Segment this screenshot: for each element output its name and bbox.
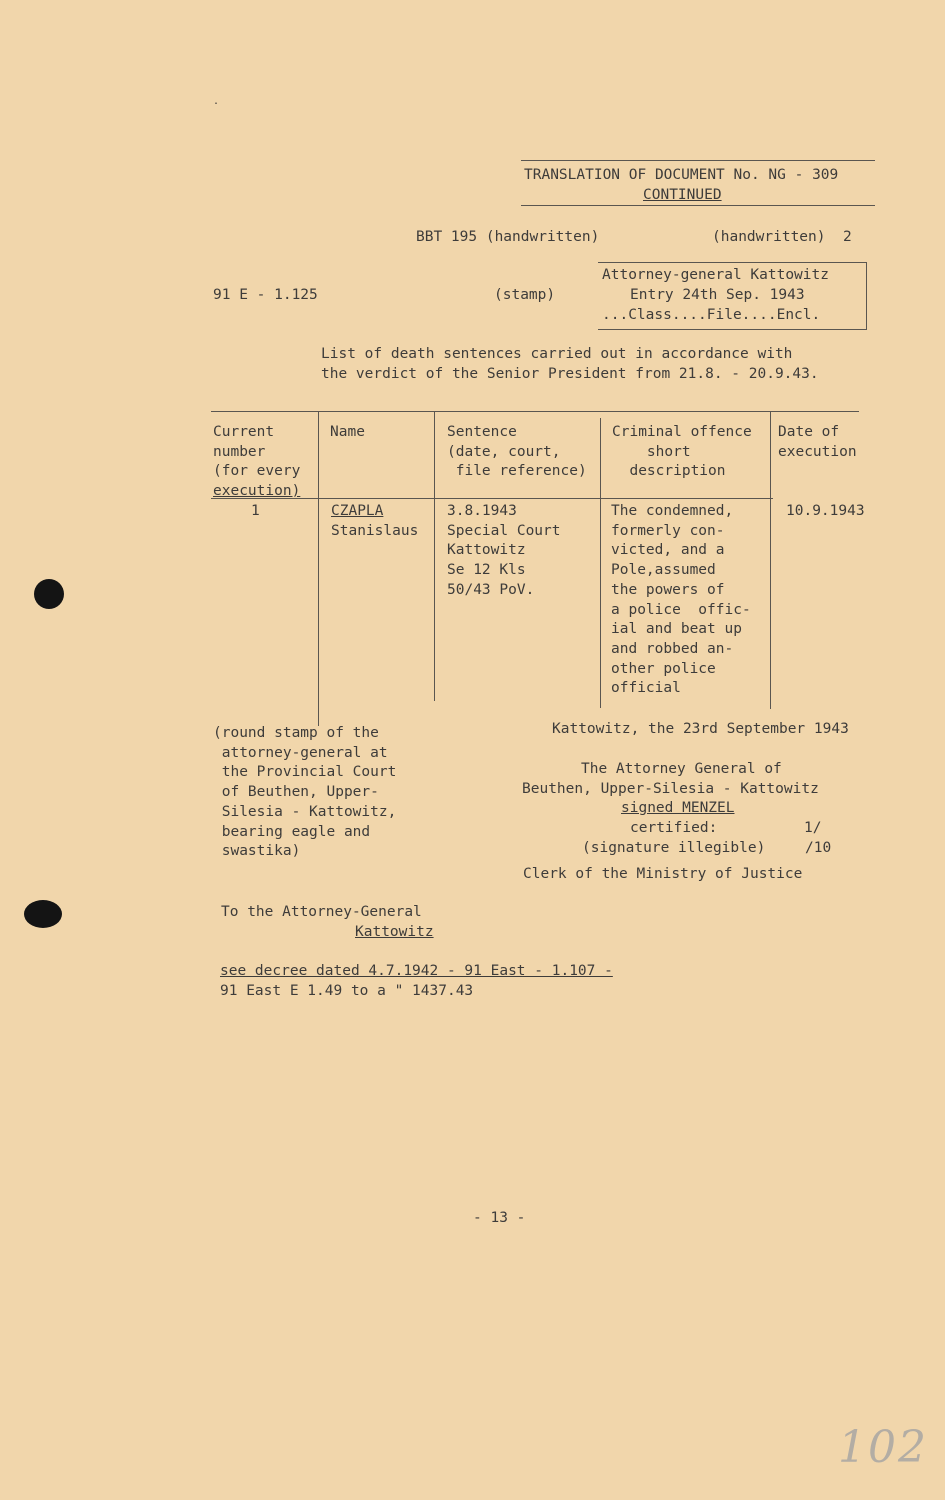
punch-hole-bottom [24,900,62,928]
table-col-line-4 [770,411,771,709]
stamp-line-1: Attorney-general Kattowitz [602,267,829,283]
fraction-bottom: /10 [805,840,832,856]
punch-hole-top [34,579,64,609]
table-top-rule [211,411,859,412]
handwritten-page-number: 102 [838,1422,928,1473]
header-criminal-offence: Criminal offence short description [612,424,752,480]
document-title: TRANSLATION OF DOCUMENT No. NG - 309 [524,167,839,183]
recipient-line-2: Kattowitz [355,924,434,940]
decree-line-1: see decree dated 4.7.1942 - 91 East - 1.107 - [220,963,613,979]
recipient-line-1: To the Attorney-General [221,904,422,920]
place-date: Kattowitz, the 23rd September 1943 [552,721,849,737]
table-col-line-1 [318,411,319,726]
document-continued: CONTINUED [643,187,722,203]
row-offence: The condemned, formerly con- victed, and a Pole,assumed the powers of a police offic- ial and beat up and robbed an- other police official [611,503,751,697]
intro-line-2: the verdict of the Senior President from 21.8. - 20.9.43. [321,366,819,382]
row-date: 10.9.1943 [786,503,865,519]
page-number: - 13 - [473,1210,526,1226]
handwritten-ref: BBT 195 (handwritten) [416,229,600,245]
certified-label: certified: [630,820,718,836]
header-rule-bottom [521,205,875,206]
header-sentence: Sentence (date, court, file reference) [447,424,587,480]
decree-line-2: 91 East E 1.49 to a " 1437.43 [220,983,474,999]
stray-mark: . [213,96,220,107]
clerk-title: Clerk of the Ministry of Justice [523,866,803,882]
entry-stamp [598,262,867,330]
stamp-label: (stamp) [494,287,556,303]
handwritten-page: (handwritten) 2 [712,229,852,245]
stamp-line-3: ...Class....File....Encl. [602,307,821,323]
round-stamp-note: (round stamp of the attorney-general at the Provincial Court of Beuthen, Upper- Silesia - Kattowitz, bearing eagle and swastika) [213,725,397,860]
header-rule [521,160,875,161]
row-name: CZAPLA Stanislaus [331,503,419,539]
signatory-title-2: Beuthen, Upper-Silesia - Kattowitz [522,781,819,797]
file-reference: 91 E - 1.125 [213,287,318,303]
table-col-line-3 [600,418,601,708]
row-number: 1 [251,503,260,519]
intro-line-1: List of death sentences carried out in accordance with [321,346,793,362]
signatory-title-1: The Attorney General of [581,761,782,777]
fraction-top: 1/ [804,820,822,836]
signed-name: signed MENZEL [621,800,735,816]
header-current-number: Current number (for every execution) [213,424,301,500]
header-date-of-execution: Date of execution [778,424,857,460]
signature-illegible: (signature illegible) [582,840,766,856]
row-sentence: 3.8.1943 Special Court Kattowitz Se 12 Kls 50/43 PoV. [447,503,561,598]
stamp-line-2: Entry 24th Sep. 1943 [630,287,805,303]
table-col-line-2 [434,411,435,701]
header-name: Name [330,424,365,440]
